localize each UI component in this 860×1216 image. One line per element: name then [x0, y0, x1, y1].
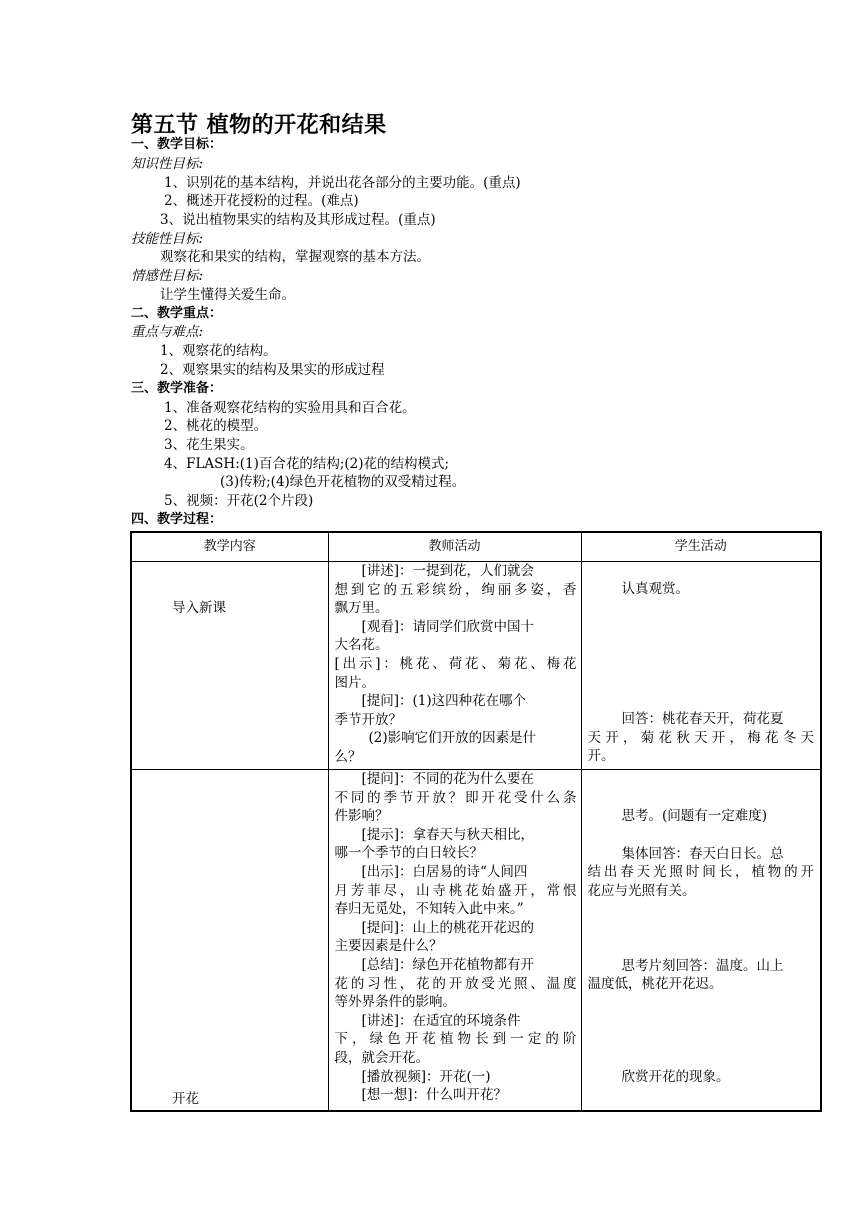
teacher-line: 下，绿色开花植物长到一定的阶 — [334, 1031, 577, 1048]
teacher-line: [讲述]：一提到花，人们就会 — [361, 563, 535, 579]
teacher-line: 花的习性，花的开放受光照、温度 — [334, 975, 577, 992]
knowledge-goal-item: 3、说出植物果实的结构及其形成过程。(重点) — [160, 212, 436, 228]
lesson-process-table — [130, 531, 822, 1112]
skill-goals-label: 技能性目标: — [131, 231, 204, 247]
section-heading-preparation: 三、教学准备： — [131, 381, 223, 396]
teacher-line: 么？ — [334, 748, 362, 765]
column-header-content: 教学内容 — [131, 532, 328, 562]
teacher-line: [总结]：绿色开花植物都有开 — [361, 956, 535, 973]
prep-item: 5、视频：开花(2个片段) — [164, 493, 314, 509]
column-header-teacher: 教师活动 — [328, 532, 581, 562]
student-cell — [581, 562, 821, 770]
skill-goal-text: 观察花和果实的结构，掌握观察的基本方法。 — [160, 249, 430, 265]
teacher-line: 月芳菲尽，山寺桃花始盛开，常恨 — [334, 882, 577, 899]
prep-item: 3、花生果实。 — [164, 437, 254, 453]
teacher-line: [出示]：桃花、荷花、菊花、梅花 — [334, 655, 577, 672]
table-row — [131, 562, 821, 770]
student-line: 思考片刻回答：温度。山上 — [621, 958, 784, 974]
student-cell — [581, 770, 821, 1111]
teacher-line: 季节开放？ — [334, 711, 402, 728]
prep-item: 4、FLASH:(1)百合花的结构;(2)花的结构模式; — [164, 456, 450, 472]
content-cell — [131, 770, 328, 1111]
teacher-line: 春归无觅处，不知转入此中来。” — [334, 901, 524, 918]
teacher-line: 段，就会开花。 — [334, 1049, 429, 1066]
teacher-line: [提问]：不同的花为什么要在 — [361, 771, 535, 787]
key-point-item: 2、观察果实的结构及果实的形成过程 — [160, 362, 385, 378]
teacher-line: [提问]：山上的桃花开花迟的 — [361, 919, 535, 936]
student-line: 认真观赏。 — [621, 581, 689, 597]
content-label: 导入新课 — [172, 600, 226, 616]
table-header-row — [131, 532, 821, 562]
student-line: 结出春天光照时间长，植物的开 — [587, 864, 814, 880]
prep-item: (3)传粉;(4)绿色开花植物的双受精过程。 — [220, 474, 466, 490]
student-line: 集体回答：春天白日长。总 — [621, 846, 784, 862]
student-line: 花应与光照有关。 — [587, 883, 696, 899]
teacher-line: (2)影响它们开放的因素是什 — [368, 730, 537, 747]
teacher-line: 不同的季节开放？即开花受什么条 — [334, 789, 577, 806]
teacher-line: [出示]：白居易的诗“人间四 — [361, 863, 528, 880]
teacher-line: [提示]：拿春天与秋天相比， — [361, 826, 535, 843]
key-difficulty-label: 重点与难点: — [131, 324, 204, 340]
column-header-student: 学生活动 — [581, 532, 821, 562]
teacher-line: [讲述]：在适宜的环境条件 — [361, 1012, 521, 1029]
key-point-item: 1、观察花的结构。 — [160, 343, 277, 359]
student-line: 思考。(问题有一定难度) — [621, 808, 768, 824]
section-heading-key-points: 二、教学重点： — [131, 306, 223, 321]
prep-item: 2、桃花的模型。 — [164, 418, 268, 434]
knowledge-goal-item: 2、概述开花授粉的过程。(难点) — [164, 193, 359, 209]
knowledge-goal-item: 1、识别花的基本结构，并说出花各部分的主要功能。(重点) — [164, 175, 521, 191]
teacher-line: [想一想]：什么叫开花？ — [361, 1087, 508, 1104]
teacher-line: [播放视频]：开花(一) — [361, 1068, 491, 1085]
teacher-cell — [328, 562, 581, 770]
student-line: 欣赏开花的现象。 — [621, 1069, 730, 1085]
teacher-line: 想到它的五彩缤纷，绚丽多姿，香 — [334, 581, 577, 598]
section-heading-goals: 一、教学目标： — [131, 137, 223, 152]
knowledge-goals-label: 知识性目标: — [131, 156, 204, 172]
teacher-line: 大名花。 — [334, 637, 389, 654]
section-heading-process: 四、教学过程： — [131, 512, 223, 527]
content-label: 开花 — [172, 1091, 199, 1107]
page-title: 第五节 植物的开花和结果 — [131, 113, 387, 138]
student-line: 天开，菊花秋天开，梅花冬天 — [587, 730, 814, 746]
student-line: 回答：桃花春天开，荷花夏 — [621, 711, 784, 727]
table-row — [131, 770, 821, 1111]
teacher-line: 哪一个季节的白日较长？ — [334, 845, 483, 862]
teacher-line: 飘万里。 — [334, 600, 389, 617]
teacher-cell — [328, 770, 581, 1111]
content-cell — [131, 562, 328, 770]
teacher-line: 等外界条件的影响。 — [334, 994, 456, 1011]
student-line: 开。 — [587, 748, 615, 764]
teacher-line: [提问]：(1)这四种花在哪个 — [361, 693, 527, 710]
teacher-line: [观看]：请同学们欣赏中国十 — [361, 618, 535, 635]
student-line: 温度低，桃花开花迟。 — [587, 976, 723, 992]
teacher-line: 主要因素是什么？ — [334, 938, 443, 955]
teacher-line: 图片。 — [334, 674, 375, 691]
teacher-line: 件影响？ — [334, 808, 389, 825]
emotion-goals-label: 情感性目标: — [131, 268, 204, 284]
prep-item: 1、准备观察花结构的实验用具和百合花。 — [164, 400, 416, 416]
emotion-goal-text: 让学生懂得关爱生命。 — [160, 287, 295, 303]
